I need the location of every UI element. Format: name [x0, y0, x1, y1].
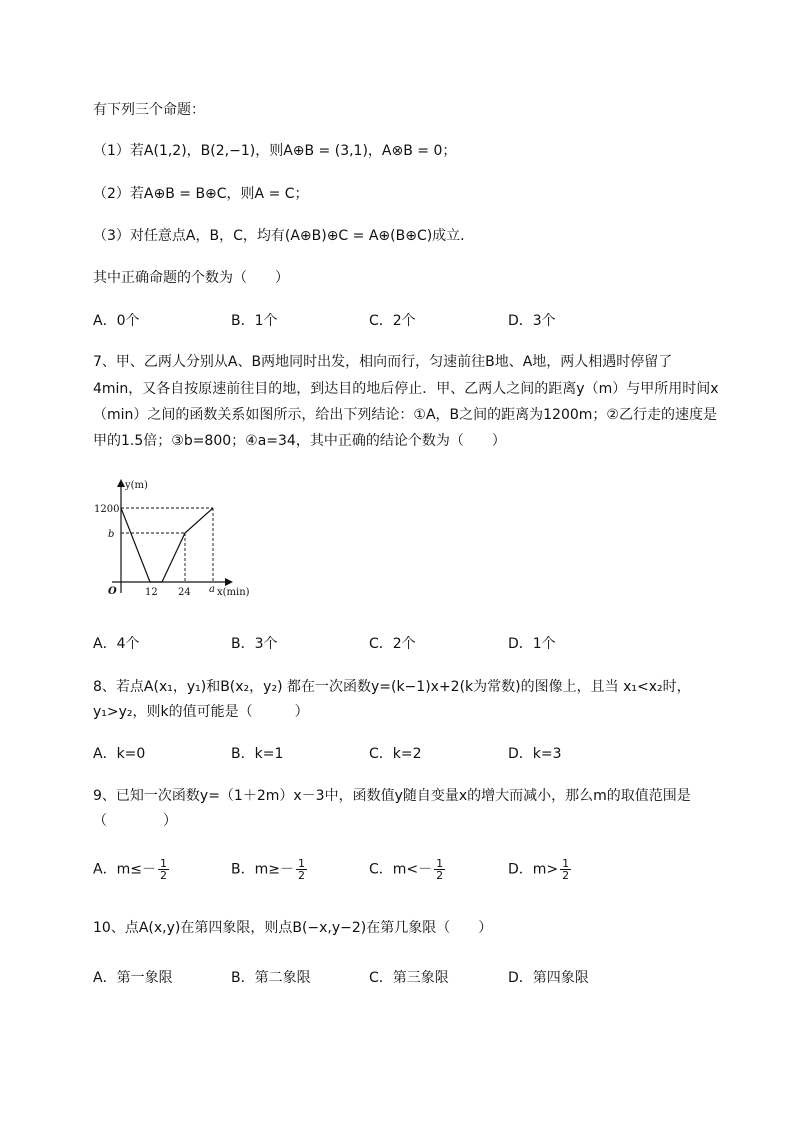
q7-line-2: 4min，又各自按原速前往目的地，到达目的地后停止．甲、乙两人之间的距离y（m）与甲所用时间x: [93, 381, 719, 397]
q9-option-d[interactable]: [508, 858, 571, 881]
q10-option-d[interactable]: D．第四象限: [508, 970, 589, 986]
graph-label-b: b: [108, 529, 115, 540]
intro-heading: 有下列三个命题：: [93, 102, 205, 118]
q10-option-b[interactable]: B．第二象限: [231, 970, 311, 986]
proposition-1: （1）若A(1,2)，B(2,−1)，则A⊕B = (3,1)，A⊗B = 0；: [93, 143, 457, 159]
q8-line-1: 8、若点A(x₁，y₁)和B(x₂，y₂) 都在一次函数y=(k−1)x+2(k为常数)的图像上，且当 x₁<x₂时，: [93, 679, 691, 695]
q9-option-a[interactable]: [93, 858, 169, 881]
q9-option-b-label: B．m≥－: [231, 861, 294, 878]
q9-option-d-label: D．m>: [508, 861, 559, 878]
graph-label-24: 24: [178, 587, 191, 598]
q7-option-d[interactable]: D．1个: [508, 636, 556, 652]
intro-option-a[interactable]: A．0个: [93, 313, 140, 329]
intro-question: 其中正确命题的个数为（ ）: [93, 270, 289, 286]
q7-option-a[interactable]: A．4个: [93, 636, 140, 652]
q10-line-1: 10、点A(x,y)在第四象限，则点B(−x,y−2)在第几象限（ ）: [93, 920, 493, 936]
q10-option-c[interactable]: C．第三象限: [369, 970, 449, 986]
q7-option-b[interactable]: B．3个: [231, 636, 278, 652]
graph-label-a: a: [209, 584, 215, 595]
q9-option-a-label: A．m≤－: [93, 861, 156, 878]
graph-label-12: 12: [145, 587, 158, 598]
graph-origin: O: [108, 586, 117, 597]
y-axis-arrow: [117, 479, 125, 487]
fraction-half: $\frac{1}{2}$: [159, 857, 167, 882]
q8-option-b[interactable]: B．k=1: [231, 746, 284, 762]
q7-line-1: 7、甲、乙两人分别从A、B两地同时出发，相向而行，匀速前往B地、A地，两人相遇时停留了: [93, 354, 673, 370]
q7-line-3: （min）之间的函数关系如图所示，给出下列结论：①A，B之间的距离为1200m；②乙行走的速度是: [93, 407, 717, 423]
q7-function-graph: [90, 475, 260, 605]
intro-option-c[interactable]: C．2个: [369, 313, 416, 329]
proposition-3: （3）对任意点A，B，C，均有(A⊕B)⊕C = A⊕(B⊕C)成立．: [93, 228, 475, 244]
graph-label-1200: 1200: [94, 504, 120, 515]
q8-option-d[interactable]: D．k=3: [508, 746, 562, 762]
graph-xlabel: x(min): [217, 587, 250, 598]
intro-option-d[interactable]: D．3个: [508, 313, 556, 329]
distance-graph-line: [121, 508, 213, 582]
fraction-half: $\frac{1}{2}$: [436, 857, 444, 882]
q8-option-c[interactable]: C．k=2: [369, 746, 422, 762]
q7-option-c[interactable]: C．2个: [369, 636, 416, 652]
q10-option-a[interactable]: A．第一象限: [93, 970, 173, 986]
fraction-half: $\frac{1}{2}$: [297, 857, 305, 882]
fraction-half: $\frac{1}{2}$: [562, 857, 570, 882]
x-axis-arrow: [225, 578, 233, 586]
graph-ylabel: y(m): [125, 480, 148, 491]
q9-option-c-label: C．m<－: [369, 861, 433, 878]
proposition-2: （2）若A⊕B = B⊕C，则A = C；: [93, 186, 309, 202]
intro-option-b[interactable]: B．1个: [231, 313, 278, 329]
q9-option-b[interactable]: [231, 858, 307, 881]
q9-line-2: （ ）: [93, 813, 177, 829]
q8-option-a[interactable]: A．k=0: [93, 746, 146, 762]
q9-option-c[interactable]: [369, 858, 445, 881]
q7-line-4: 甲的1.5倍；③b=800；④a=34，其中正确的结论个数为（ ）: [93, 433, 506, 449]
q8-line-2: y₁>y₂，则k的值可能是（ ）: [93, 704, 309, 720]
q9-line-1: 9、已知一次函数y=（1＋2m）x－3中，函数值y随自变量x的增大而减小，那么m的取值范围是: [93, 788, 691, 804]
